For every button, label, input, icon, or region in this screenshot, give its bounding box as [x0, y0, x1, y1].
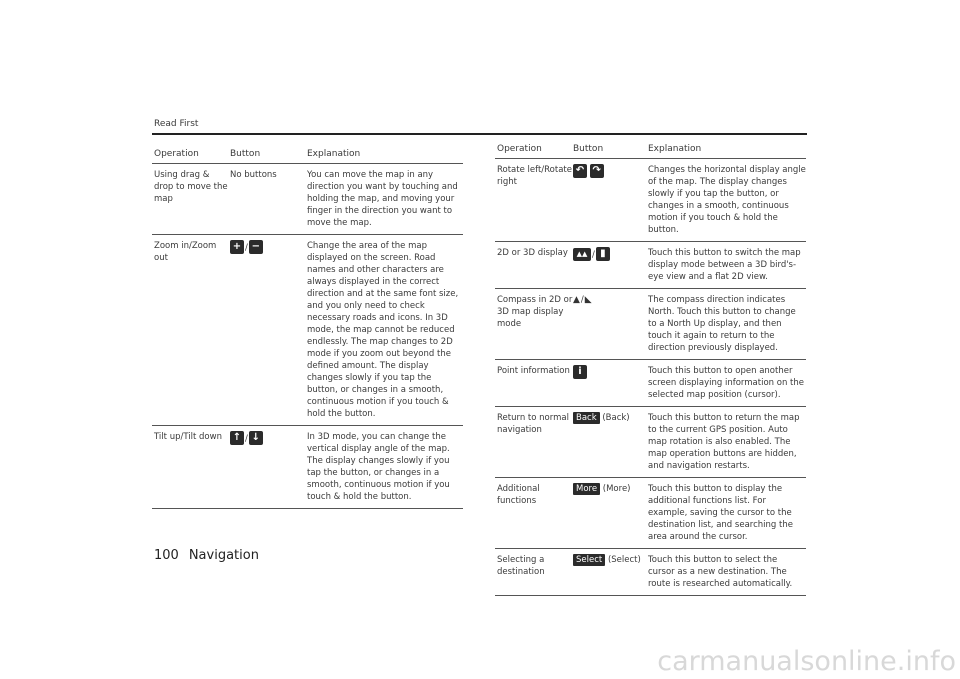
- operation-cell: Point information: [497, 366, 570, 376]
- operation-cell: Tilt up/Tilt down: [154, 432, 222, 442]
- table-row: [152, 235, 463, 426]
- right-table: [495, 143, 806, 596]
- operation-cell: Zoom in/Zoom out: [154, 241, 217, 263]
- operation-cell: Additional functions: [497, 484, 540, 506]
- operation-cell: Rotate left/Rotate right: [497, 165, 572, 187]
- left-table: [152, 148, 463, 509]
- operation-cell: 2D or 3D display: [497, 248, 568, 258]
- operation-cell: Compass in 2D or 3D map display mode: [497, 295, 573, 329]
- button-cell: ↑ / ↓: [230, 431, 307, 503]
- back-button[interactable]: Back: [573, 412, 600, 424]
- compass-north-icon[interactable]: ▲: [573, 295, 580, 305]
- explanation-cell: Touch this button to select the cursor as a new destination. The route is researched automatically.: [648, 555, 793, 589]
- button-note: (Select): [607, 555, 641, 565]
- explanation-cell: Changes the horizontal display angle of the map. The display changes slowly if you tap the button, or changes in a smooth, continuous motion if you touch & hold the button.: [648, 165, 806, 235]
- operation-cell: Using drag & drop to move the map: [154, 170, 228, 204]
- table-row: [495, 407, 806, 478]
- button-cell: [573, 483, 648, 543]
- explanation-cell: Touch this button to switch the map display mode between a 3D bird's-eye view and a flat 2D view.: [648, 248, 801, 282]
- button-cell: [573, 164, 648, 236]
- page-title: Navigation: [188, 548, 259, 563]
- button-cell: No buttons: [230, 170, 277, 180]
- table-row: [152, 164, 463, 235]
- rotate-right-icon[interactable]: ↷: [590, 164, 604, 178]
- explanation-cell: Change the area of the map displayed on the screen. Road names and other characters are always displayed in the correct direction and at the same font size, and you only need to check necessary roads and icons. In 3D mode, the map cannot be reduced endlessly. The map changes to 2D mode if you zoom out beyond the defined amount. The display changes slowly if you tap the button, or changes in a smooth, continuous motion if you touch & hold the button.: [307, 241, 459, 419]
- minus-icon[interactable]: −: [249, 240, 263, 254]
- watermark: carmanualsonline.info: [657, 646, 956, 677]
- table-row: [152, 426, 463, 509]
- select-button[interactable]: Select: [573, 554, 605, 566]
- 2d-view-icon[interactable]: ▮: [596, 247, 610, 261]
- 3d-view-icon[interactable]: ▲▲: [573, 248, 591, 261]
- operation-cell: Return to normal navigation: [497, 413, 569, 435]
- explanation-cell: Touch this button to display the additional functions list. For example, saving the cursor to the destination list, and searching the area around the cursor.: [648, 484, 793, 542]
- col-explanation: Explanation: [648, 144, 702, 154]
- header-rule: [152, 133, 807, 135]
- button-cell: [573, 412, 648, 472]
- section-header: Read First: [154, 119, 199, 129]
- button-cell: + / −: [230, 240, 307, 420]
- arrow-up-icon[interactable]: ↑: [230, 431, 244, 445]
- compass-heading-icon[interactable]: ◣: [584, 295, 592, 305]
- point-info-icon[interactable]: i: [573, 365, 587, 379]
- table-row: [495, 289, 806, 360]
- table-row: [495, 159, 806, 242]
- button-cell: [573, 365, 648, 401]
- col-button: Button: [230, 149, 261, 159]
- page-number: 100: [154, 548, 179, 563]
- operation-cell: Selecting a destination: [497, 555, 545, 577]
- button-cell: [573, 554, 648, 590]
- button-note: (More): [602, 484, 631, 494]
- arrow-down-icon[interactable]: ↓: [249, 431, 263, 445]
- table-row: [495, 478, 806, 549]
- button-cell: ▲/◣: [573, 295, 592, 305]
- col-button: Button: [573, 144, 604, 154]
- table-row: [495, 242, 806, 289]
- explanation-cell: Touch this button to open another screen displaying information on the selected map position (cursor).: [648, 366, 804, 400]
- col-operation: Operation: [497, 144, 542, 154]
- table-row: [495, 360, 806, 407]
- left-table-header: [152, 148, 463, 164]
- explanation-cell: You can move the map in any direction you want by touching and holding the map, and moving your finger in the direction you want to move the map.: [307, 170, 458, 228]
- explanation-cell: Touch this button to return the map to the current GPS position. Auto map rotation is also enabled. The map operation buttons are hidden, and navigation restarts.: [648, 413, 800, 471]
- button-note: (Back): [602, 413, 630, 423]
- button-cell: ▲▲ / ▮: [573, 247, 648, 283]
- table-row: [495, 549, 806, 596]
- page-footer: [154, 548, 259, 563]
- col-explanation: Explanation: [307, 149, 361, 159]
- explanation-cell: The compass direction indicates North. Touch this button to change to a North Up display, and then touch it again to return to the direction previously displayed.: [648, 295, 796, 353]
- plus-icon[interactable]: +: [230, 240, 244, 254]
- col-operation: Operation: [154, 149, 199, 159]
- rotate-left-icon[interactable]: ↶: [573, 164, 587, 178]
- right-table-header: [495, 143, 806, 159]
- more-button[interactable]: More: [573, 483, 600, 495]
- explanation-cell: In 3D mode, you can change the vertical display angle of the map. The display changes slowly if you tap the button, or changes in a smooth, continuous motion if you touch & hold the button.: [307, 432, 450, 502]
